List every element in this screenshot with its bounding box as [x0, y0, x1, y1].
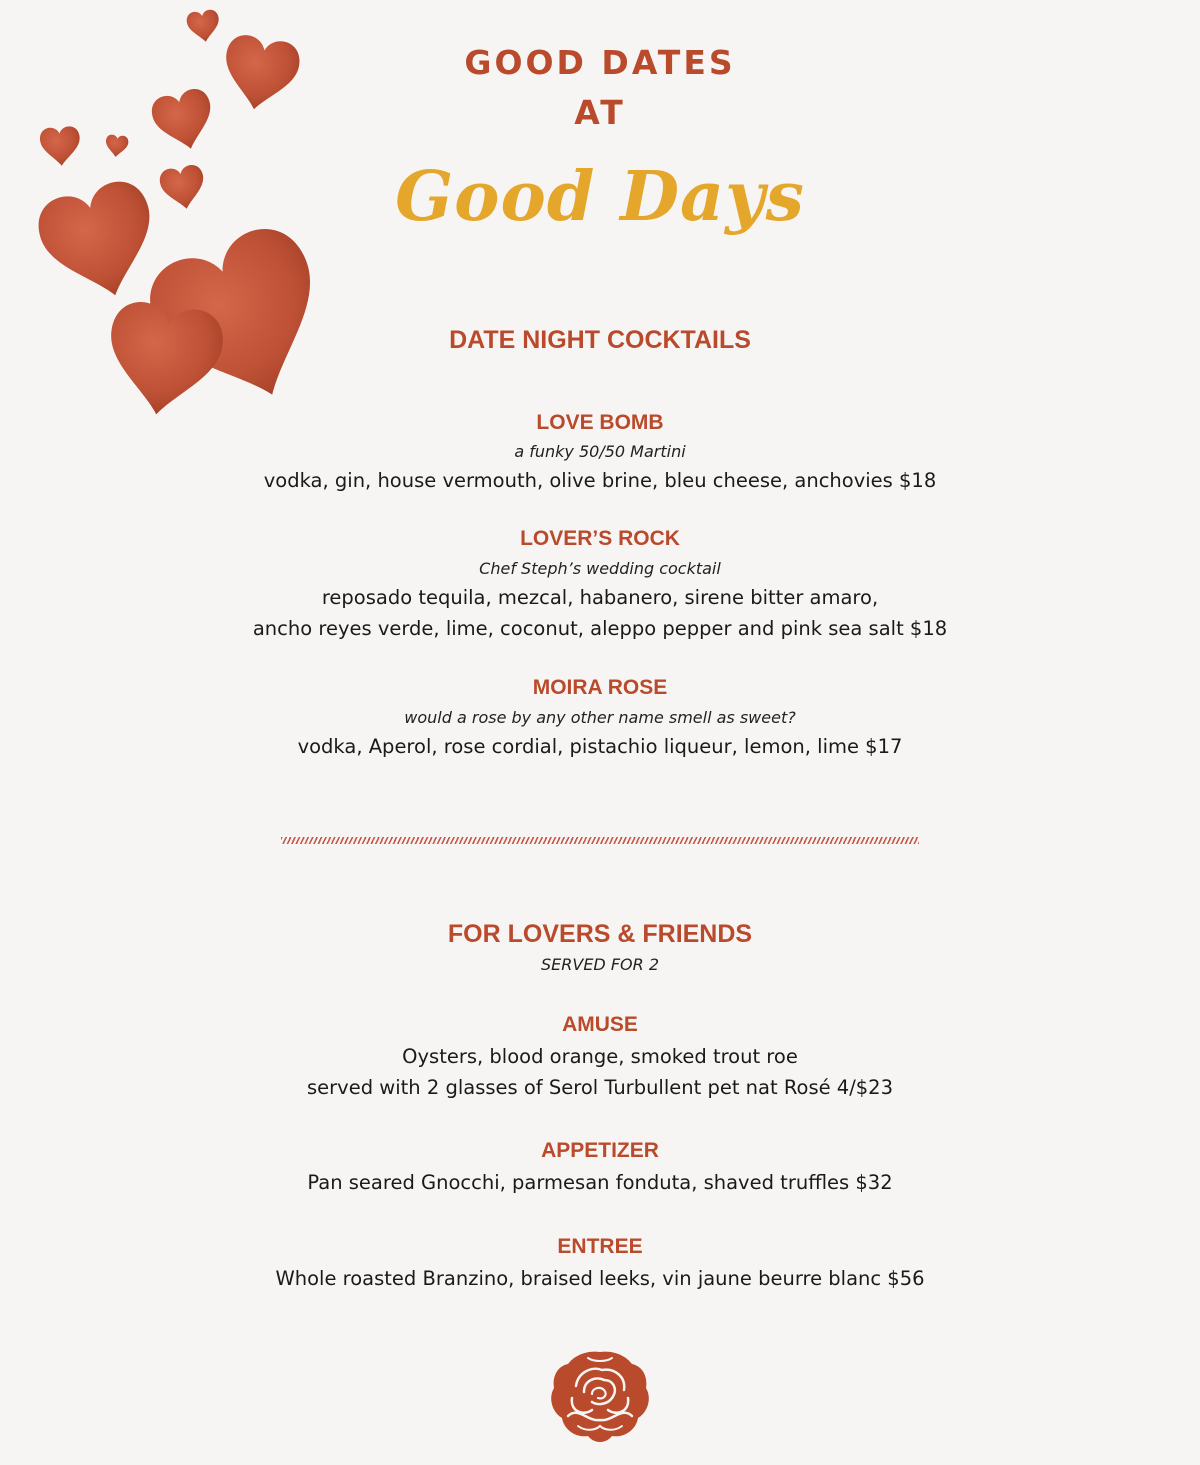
course-description: Oysters, blood orange, smoked trout roe	[402, 1045, 798, 1068]
rose-icon	[548, 1346, 652, 1446]
cocktail-description: reposado tequila, mezcal, habanero, sirene bitter amaro,	[321, 586, 879, 609]
script-title: Good Days	[395, 157, 805, 237]
header-title	[0, 38, 1200, 138]
cocktail-name: LOVER’S ROCK	[520, 527, 680, 550]
header-line-1: GOOD DATES	[464, 43, 736, 82]
section-divider	[281, 837, 919, 844]
lovers-heading: FOR LOVERS & FRIENDS	[447, 920, 753, 948]
course-description: served with 2 glasses of Serol Turbullent pet nat Rosé 4/$23	[306, 1076, 893, 1099]
cocktail-subtitle: Chef Steph’s wedding cocktail	[479, 559, 721, 578]
cocktail-subtitle: would a rose by any other name smell as sweet?	[404, 708, 796, 727]
course-description: Whole roasted Branzino, braised leeks, vin jaune beurre blanc $56	[275, 1267, 925, 1290]
cocktail-subtitle: a funky 50/50 Martini	[514, 442, 686, 461]
heart-shape	[101, 298, 227, 420]
lovers-subheading: SERVED FOR 2	[540, 955, 660, 974]
course-description: Pan seared Gnocchi, parmesan fonduta, shaved truffles $32	[307, 1171, 893, 1194]
header-line-2: AT	[574, 93, 626, 132]
cocktail-description: vodka, gin, house vermouth, olive brine, bleu cheese, anchovies $18	[263, 469, 937, 492]
course-name: APPETIZER	[541, 1139, 659, 1162]
cocktail-name: LOVE BOMB	[536, 411, 664, 434]
cocktails-heading: DATE NIGHT COCKTAILS	[449, 326, 751, 354]
course-name: ENTREE	[557, 1235, 643, 1258]
cocktail-name: MOIRA ROSE	[532, 676, 668, 699]
cocktail-description: vodka, Aperol, rose cordial, pistachio liqueur, lemon, lime $17	[297, 735, 903, 758]
cocktail-description: ancho reyes verde, lime, coconut, aleppo pepper and pink sea salt $18	[252, 617, 948, 640]
course-name: AMUSE	[562, 1013, 638, 1036]
